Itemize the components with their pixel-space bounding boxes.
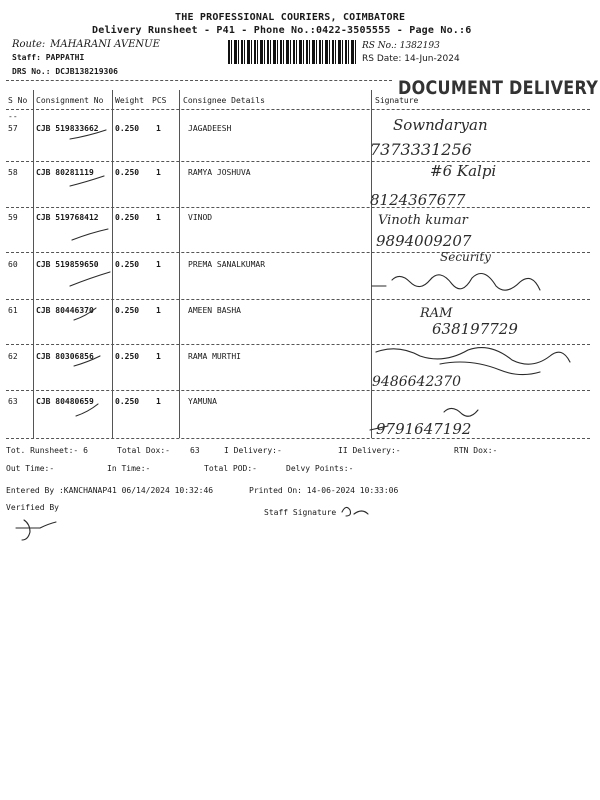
tot-runsheet: Tot. Runsheet:- 6 bbox=[6, 446, 88, 455]
staff-signature: Staff Signature bbox=[264, 508, 337, 517]
tick-mark bbox=[70, 176, 104, 186]
row-pcs: 1 bbox=[156, 124, 161, 133]
total-dox-value: 63 bbox=[190, 446, 200, 455]
signature-scribble bbox=[444, 408, 478, 416]
tick-mark bbox=[76, 404, 98, 416]
drs-label: DRS No.: bbox=[12, 67, 51, 76]
row-consignment: CJB 519859650 bbox=[36, 260, 99, 269]
row-pcs: 1 bbox=[156, 168, 161, 177]
verified-signature bbox=[16, 520, 56, 540]
row-consignment: CJB 80480659 bbox=[36, 397, 94, 406]
row-consignment: CJB 80306856 bbox=[36, 352, 94, 361]
row-weight: 0.250 bbox=[115, 168, 140, 177]
signature-name: Sowndaryan bbox=[393, 116, 488, 134]
col-header-consignee: Consignee Details bbox=[183, 96, 265, 105]
rtn-dox: RTN Dox:- bbox=[454, 446, 498, 455]
row-weight: 0.250 bbox=[115, 213, 140, 222]
i-delivery: I Delivery:- bbox=[224, 446, 282, 455]
signature-scribble bbox=[370, 426, 388, 430]
out-time: Out Time:- bbox=[6, 464, 55, 473]
signature-name: #6 Kalpi bbox=[430, 162, 497, 180]
row-consignment: CJB 80446370 bbox=[36, 306, 94, 315]
signature-phone: 8124367677 bbox=[370, 191, 466, 209]
row-pcs: 1 bbox=[156, 260, 161, 269]
signature-phone: 7373331256 bbox=[370, 140, 472, 159]
row-consignment: CJB 80281119 bbox=[36, 168, 94, 177]
row-sno: 58 bbox=[8, 168, 18, 177]
row-consignee: RAMA MURTHI bbox=[188, 352, 241, 361]
header-dash-mark: -- bbox=[8, 112, 18, 121]
col-header-consignment: Consignment No bbox=[36, 96, 104, 105]
entered-by: Entered By :KANCHANAP41 06/14/2024 10:32:46 bbox=[6, 486, 214, 495]
row-sno: 60 bbox=[8, 260, 18, 269]
tick-mark bbox=[70, 272, 110, 286]
total-dox-label: Total Dox:- bbox=[117, 446, 170, 455]
tick-mark bbox=[70, 130, 106, 139]
row-weight: 0.250 bbox=[115, 306, 140, 315]
signature-name: Security bbox=[440, 250, 491, 264]
delvy-points: Delvy Points:- bbox=[286, 464, 354, 473]
staff-label: Staff: bbox=[12, 53, 41, 62]
row-sno: 61 bbox=[8, 306, 18, 315]
total-pod: Total POD:- bbox=[204, 464, 257, 473]
row-weight: 0.250 bbox=[115, 397, 140, 406]
ii-delivery: II Delivery:- bbox=[338, 446, 401, 455]
signature-name: RAM bbox=[420, 306, 453, 321]
row-sno: 57 bbox=[8, 124, 18, 133]
route-label: Route: bbox=[12, 39, 46, 50]
row-pcs: 1 bbox=[156, 306, 161, 315]
runsheet-title: Delivery Runsheet - P41 - Phone No.:0422-3505555 - Page No.:6 bbox=[92, 25, 472, 36]
signature-scribble bbox=[372, 274, 540, 291]
staff-value: PAPPATHI bbox=[45, 53, 85, 62]
route-value: MAHARANI AVENUE bbox=[50, 39, 160, 50]
rs-no-label: RS No.: bbox=[362, 41, 397, 51]
document-delivery-stamp: DOCUMENT DELIVERY bbox=[398, 76, 599, 99]
row-sno: 59 bbox=[8, 213, 18, 222]
signature-phone: 9894009207 bbox=[376, 232, 472, 250]
row-weight: 0.250 bbox=[115, 124, 140, 133]
rs-date-value: 14-Jun-2024 bbox=[404, 54, 460, 64]
company-name: THE PROFESSIONAL COURIERS, COIMBATORE bbox=[175, 12, 406, 23]
col-header-sno: S No bbox=[8, 96, 28, 105]
rs-no-value: 1382193 bbox=[399, 41, 440, 51]
signature-scribble bbox=[376, 348, 570, 365]
row-sno: 62 bbox=[8, 352, 18, 361]
in-time: In Time:- bbox=[107, 464, 151, 473]
row-consignee: YAMUNA bbox=[188, 397, 217, 406]
signature-phone: 9791647192 bbox=[376, 420, 472, 438]
signature-phone: 638197729 bbox=[432, 320, 518, 338]
col-header-pcs: PCS bbox=[152, 96, 167, 105]
row-consignee: JAGADEESH bbox=[188, 124, 232, 133]
row-consignee: RAMYA JOSHUVA bbox=[188, 168, 251, 177]
row-sno: 63 bbox=[8, 397, 18, 406]
tick-mark bbox=[74, 308, 96, 320]
row-consignee: VINOD bbox=[188, 213, 213, 222]
row-pcs: 1 bbox=[156, 352, 161, 361]
staff-initials bbox=[342, 507, 368, 516]
signature-phone: 9486642370 bbox=[372, 374, 462, 390]
row-weight: 0.250 bbox=[115, 260, 140, 269]
col-header-weight: Weight bbox=[115, 96, 144, 105]
col-header-signature: Signature bbox=[375, 96, 419, 105]
tick-mark bbox=[72, 229, 108, 240]
row-pcs: 1 bbox=[156, 213, 161, 222]
row-consignee: PREMA SANALKUMAR bbox=[188, 260, 266, 269]
tick-mark bbox=[74, 356, 100, 366]
signature-name: Vinoth kumar bbox=[378, 213, 468, 228]
rs-date-label: RS Date: bbox=[362, 54, 402, 64]
row-consignee: AMEEN BASHA bbox=[188, 306, 241, 315]
drs-value: DCJB138219306 bbox=[55, 67, 118, 76]
row-weight: 0.250 bbox=[115, 352, 140, 361]
row-consignment: CJB 519768412 bbox=[36, 213, 99, 222]
printed-on: Printed On: 14-06-2024 10:33:06 bbox=[249, 486, 399, 495]
verified-by: Verified By bbox=[6, 503, 59, 512]
row-pcs: 1 bbox=[156, 397, 161, 406]
row-consignment: CJB 519833662 bbox=[36, 124, 99, 133]
